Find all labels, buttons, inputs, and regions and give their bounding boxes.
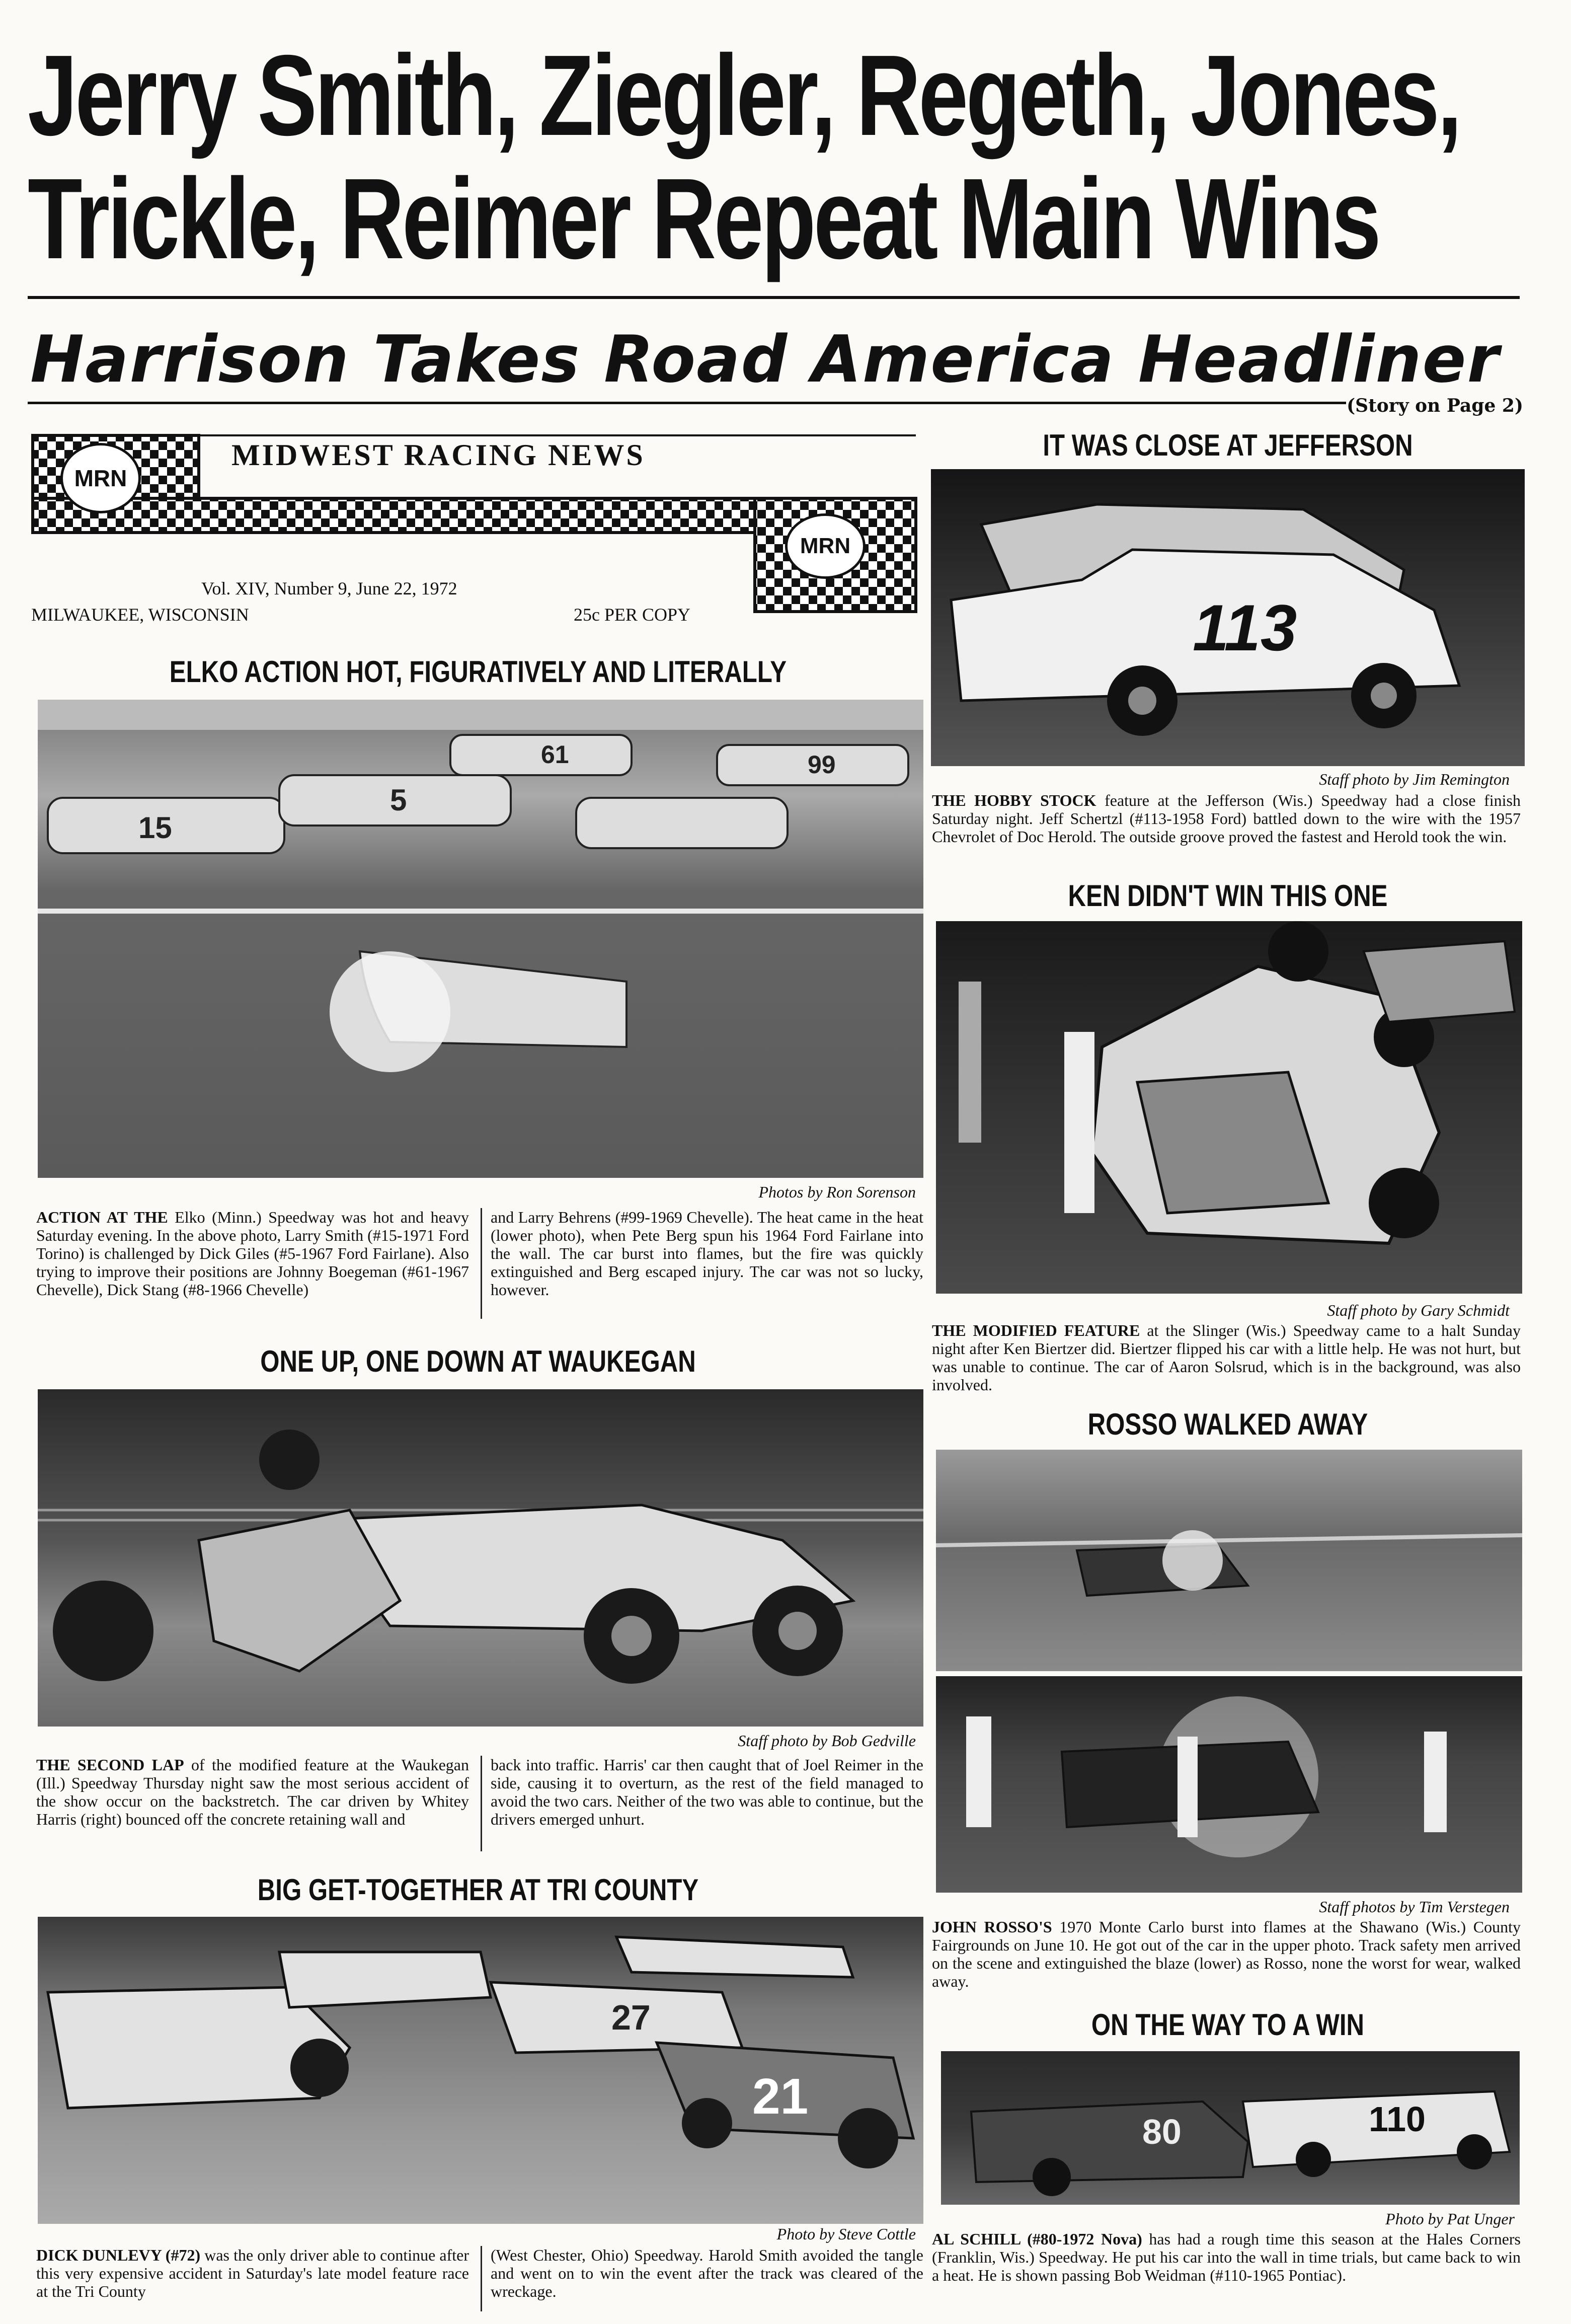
waukegan-caption-1 bbox=[36, 1756, 469, 1828]
car-number-110: 110 bbox=[1369, 2100, 1426, 2139]
column-divider bbox=[481, 1756, 482, 1851]
mrn-logo-right: MRN bbox=[785, 513, 866, 579]
tricounty-caption-text-1: was the only driver able to continue after this very expensive accident in Saturday's late model feature race at the Tri County bbox=[36, 2246, 469, 2300]
rosso-extinguish bbox=[936, 1676, 1522, 1893]
win-caption-text: has had a rough time this season at the Hales Corners (Franklin, Wis.) Speedway. He put his car into the wall in time trials, but came back to win a heat. He is shown passing Bob Weidman (#110-1965 Pontiac). bbox=[932, 2230, 1521, 2284]
waukegan-credit: Staff photo by Bob Gedville bbox=[738, 1732, 916, 1750]
tricounty-photo bbox=[38, 1917, 923, 2224]
win-photo bbox=[941, 2051, 1520, 2205]
rosso-credit: Staff photos by Tim Verstegen bbox=[1319, 1898, 1510, 1916]
elko-caption-text-1: Elko (Minn.) Speedway was hot and heavy Saturday evening. In the above photo, Larry Smith (#15-1971 Ford Torino) is challenged by Dick Giles (#5-1967 Ford Fairlane). Also trying to improve their positions are Johnny Boegeman (#61-1967 Chevelle), Dick Stang (#8-1966 Chevelle) bbox=[36, 1208, 469, 1299]
rosso-caption-lead: JOHN ROSSO'S bbox=[932, 1918, 1052, 1936]
tricounty-credit: Photo by Steve Cottle bbox=[776, 2225, 916, 2243]
car-number-5: 5 bbox=[390, 783, 407, 817]
tricounty-caption-1 bbox=[36, 2246, 469, 2300]
column-divider bbox=[481, 1208, 482, 1319]
jefferson-credit: Staff photo by Jim Remington bbox=[1319, 770, 1510, 788]
car-number-27: 27 bbox=[611, 1998, 651, 2037]
elko-caption-1 bbox=[36, 1208, 469, 1299]
ken-credit: Staff photo by Gary Schmidt bbox=[1327, 1301, 1510, 1319]
elko-photo bbox=[38, 700, 923, 1178]
car-number-21: 21 bbox=[752, 2068, 809, 2125]
ken-photo bbox=[936, 921, 1522, 1294]
rosso-photo-lower bbox=[936, 1676, 1522, 1893]
ken-title: KEN DIDN'T WIN THIS ONE bbox=[1068, 879, 1388, 913]
elko-title: ELKO ACTION HOT, FIGURATIVELY AND LITERALLY bbox=[169, 655, 787, 689]
ken-caption-text: at the Slinger (Wis.) Speedway came to a halt Sunday night after Ken Biertzer did. Biertzer flipped his car with a little help. He was not hurt, but was unable to continue. The car of Aaron Solsrud, which is in the background, was also involved. bbox=[932, 1321, 1521, 1394]
rosso-burning-car bbox=[936, 1450, 1522, 1671]
ken-caption-lead: THE MODIFIED FEATURE bbox=[932, 1321, 1140, 1339]
subheadline: Harrison Takes Road America Headliner bbox=[30, 322, 1500, 397]
win-title: ON THE WAY TO A WIN bbox=[1091, 2008, 1365, 2042]
car-number-61: 61 bbox=[541, 740, 569, 769]
waukegan-caption-2: back into traffic. Harris' car then caught that of Joel Reimer in the side, causing it to overturn, as the rest of the field managed to avoid the two cars. Neither of the two was able to continue, but the drivers emerged unhurt. bbox=[491, 1756, 923, 1828]
ken-caption bbox=[932, 1321, 1521, 1394]
masthead-location: MILWAUKEE, WISCONSIN bbox=[31, 605, 249, 625]
headline-rule bbox=[28, 296, 1520, 299]
car-number-15: 15 bbox=[138, 811, 172, 845]
elko-caption-lead: ACTION AT THE bbox=[36, 1208, 168, 1226]
headline-line-2: Trickle, Reimer Repeat Main Wins bbox=[28, 155, 1379, 283]
car-number-99: 99 bbox=[808, 751, 836, 779]
rosso-photo-upper bbox=[936, 1450, 1522, 1671]
win-credit: Photo by Pat Unger bbox=[1385, 2210, 1515, 2228]
car-number-80: 80 bbox=[1142, 2112, 1182, 2151]
column-divider bbox=[481, 2246, 482, 2311]
waukegan-photo bbox=[38, 1389, 923, 1727]
rosso-caption bbox=[932, 1918, 1521, 1990]
tricounty-title: BIG GET-TOGETHER AT TRI COUNTY bbox=[257, 1873, 699, 1907]
tricounty-caption-lead: DICK DUNLEVY (#72) bbox=[36, 2246, 201, 2264]
waukegan-caption-text-1: of the modified feature at the Waukegan (Ill.) Speedway Thursday night saw the most serious accident of the show occur on the backstretch. The car driven by Whitey Harris (right) bounced off the concrete retaining wall and bbox=[36, 1756, 469, 1828]
masthead-title: MIDWEST RACING NEWS bbox=[231, 438, 645, 472]
tricounty-caption-2: (West Chester, Ohio) Speedway. Harold Smith avoided the tangle and went on to win the event after the track was cleared of the wreckage. bbox=[491, 2246, 923, 2300]
jefferson-caption-lead: THE HOBBY STOCK bbox=[932, 791, 1096, 809]
ken-flipped-car bbox=[936, 921, 1522, 1294]
rosso-caption-text: 1970 Monte Carlo burst into flames at the Shawano (Wis.) County Fairgrounds on June 10. He got out of the car in the upper photo. Track safety men arrived on the scene and extinguished the blaze (lower) as Rosso, none the worst for wear, walked away. bbox=[932, 1918, 1521, 1990]
jefferson-title: IT WAS CLOSE AT JEFFERSON bbox=[1043, 428, 1413, 462]
jefferson-photo bbox=[931, 469, 1525, 766]
elko-race-cars bbox=[38, 700, 923, 1178]
mrn-logo-left: MRN bbox=[60, 443, 141, 513]
elko-credit: Photos by Ron Sorenson bbox=[758, 1183, 916, 1201]
win-caption bbox=[932, 2230, 1521, 2284]
headline-line-1: Jerry Smith, Ziegler, Regeth, Jones, bbox=[28, 32, 1460, 160]
masthead-price: 25c PER COPY bbox=[574, 605, 691, 625]
subheadline-rule bbox=[28, 402, 1346, 404]
win-cars bbox=[941, 2051, 1520, 2205]
story-reference: (Story on Page 2) bbox=[1347, 395, 1523, 416]
rosso-title: ROSSO WALKED AWAY bbox=[1087, 1407, 1368, 1441]
elko-caption-2: and Larry Behrens (#99-1969 Chevelle). The heat came in the heat (lower photo), when Pete Berg spun his 1964 Ford Fairlane into the wall. The car burst into flames, but the fire was quickly extinguished and Berg escaped injury. The car was not so lucky, however. bbox=[491, 1208, 923, 1299]
jefferson-caption bbox=[932, 791, 1521, 846]
jefferson-caption-text: feature at the Jefferson (Wis.) Speedway had a close finish Saturday night. Jeff Schertzl (#113-1958 Ford) battled down to the wire with the 1957 Chevrolet of Doc Herold. The outside groove proved the fastest and Herold took the win. bbox=[932, 791, 1521, 846]
waukegan-crash bbox=[38, 1389, 923, 1727]
car-number-113: 113 bbox=[1193, 591, 1297, 664]
waukegan-caption-lead: THE SECOND LAP bbox=[36, 1756, 184, 1774]
win-caption-lead: AL SCHILL (#80-1972 Nova) bbox=[932, 2230, 1142, 2248]
waukegan-title: ONE UP, ONE DOWN AT WAUKEGAN bbox=[260, 1344, 696, 1378]
issue-info: Vol. XIV, Number 9, June 22, 1972 bbox=[201, 578, 457, 598]
